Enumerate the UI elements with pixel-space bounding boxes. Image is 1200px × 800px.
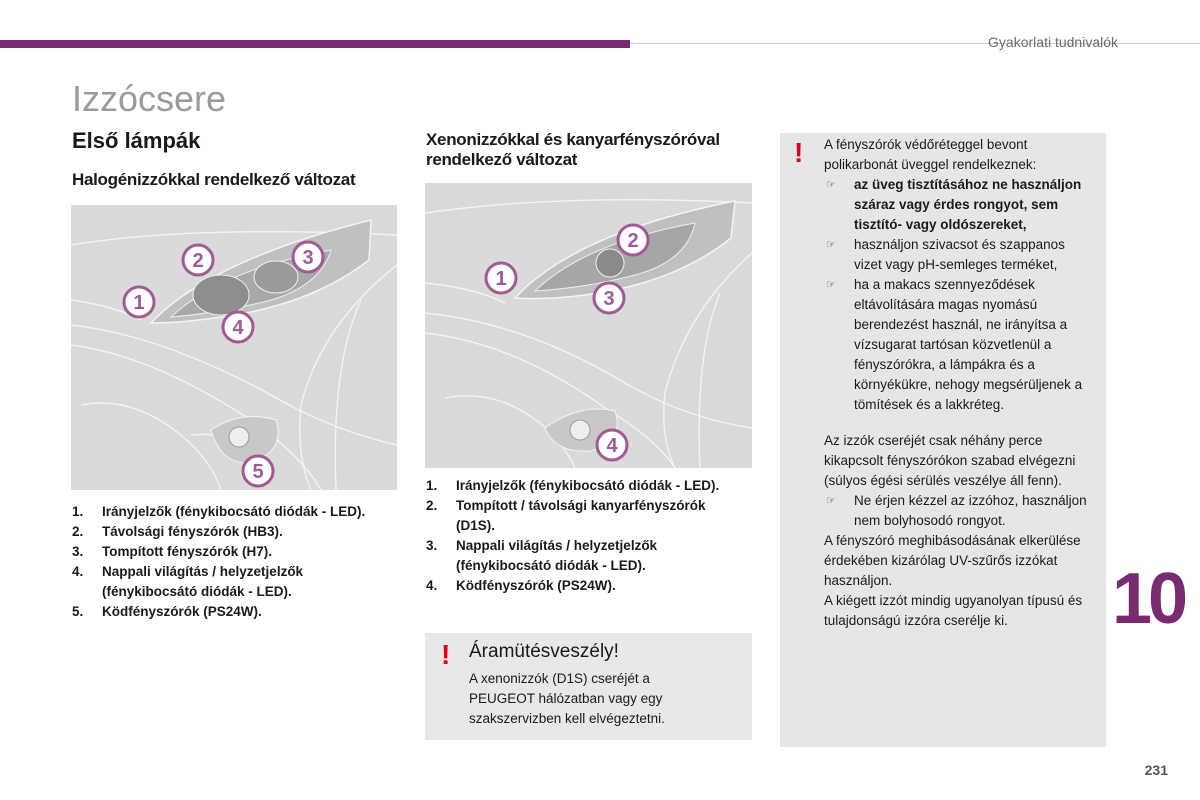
svg-text:1: 1 <box>133 292 145 314</box>
page-title: Izzócsere <box>72 78 227 119</box>
note-intro: A fényszórók védőréteggel bevont polikarbonát üveggel rendelkeznek: <box>824 137 1037 172</box>
section-title: Gyakorlati tudnivalók <box>988 34 1118 50</box>
page-number: 231 <box>1144 762 1168 778</box>
hand-pointer-icon: ☞ <box>826 239 836 251</box>
xenon-bulb-list <box>426 476 726 596</box>
note-paragraph: A fényszóró meghibásodásának elkerülése érdekében kizárólag UV-szűrős izzókat használjon. <box>824 533 1081 588</box>
hand-pointer-icon: ☞ <box>826 279 836 291</box>
note-bullet: ☞ Ne érjen kézzel az izzóhoz, használjon nem bolyhosodó rongyot. <box>824 491 1094 531</box>
svg-text:2: 2 <box>627 230 639 252</box>
note-paragraph: A kiégett izzót mindig ugyanolyan típusú és tulajdonságú izzóra cserélje ki. <box>824 593 1083 628</box>
xenon-headlamp-illustration <box>425 183 752 468</box>
list-item: 4. Ködfényszórók (PS24W). <box>426 578 616 593</box>
list-item: 3. Nappali világítás / helyzetjelzők (fénykibocsátó diódák - LED). <box>426 538 658 573</box>
svg-text:4: 4 <box>232 317 244 339</box>
halogen-headlamp-illustration <box>71 205 397 490</box>
warning-icon: ! <box>441 639 451 670</box>
note-bullet: ☞ ha a makacs szennyeződések eltávolítására magas nyomású berendezést használ, ne irányítsa a vízsugarat tartósan közvetlenül a fényszórókra, a lámpákra és a környékükre, nehogy megsérüljenek a tömítések és a lakkréteg. <box>824 275 1094 415</box>
xenon-heading: Xenonizzókkal és kanyarfényszóróval rendelkező változat <box>426 130 720 169</box>
shock-warning-box <box>425 633 752 740</box>
list-item: 4. Nappali világítás / helyzetjelzők (fénykibocsátó diódák - LED). <box>72 564 304 599</box>
list-item: 1. Irányjelzők (fénykibocsátó diódák - LED). <box>426 478 720 493</box>
note-bullet: ☞ használjon szivacsot és szappanos vizet vagy pH-semleges terméket, <box>824 235 1094 275</box>
svg-text:1: 1 <box>495 268 507 290</box>
svg-text:2: 2 <box>192 250 204 272</box>
list-item: 2. Tompított / távolsági kanyarfényszórók (D1S). <box>426 498 706 533</box>
list-item: 3. Tompított fényszórók (H7). <box>72 544 272 559</box>
list-item: 1. Irányjelzők (fénykibocsátó diódák - LED). <box>72 504 366 519</box>
headlamp-care-note <box>780 133 1106 747</box>
svg-text:3: 3 <box>302 247 314 269</box>
note-text <box>824 135 1094 631</box>
header-accent-bar <box>0 40 630 48</box>
svg-text:3: 3 <box>603 288 615 310</box>
svg-text:4: 4 <box>606 435 618 457</box>
warning-text: A xenonizzók (D1S) cseréjét a PEUGEOT hálózatban vagy egy szakszervizben kell elvégeztetni. <box>469 671 665 726</box>
warning-icon: ! <box>794 137 804 168</box>
hand-pointer-icon: ☞ <box>826 495 836 507</box>
note-bullet: ☞ az üveg tisztításához ne használjon száraz vagy érdes rongyot, sem tisztító- vagy oldószereket, <box>824 175 1094 235</box>
halogen-heading: Halogénizzókkal rendelkező változat <box>72 170 356 189</box>
section-heading: Első lámpák <box>72 128 201 153</box>
note-paragraph: Az izzók cseréjét csak néhány perce kikapcsolt fényszórókon szabad elvégezni (súlyos égési sérülés veszélye áll fenn). <box>824 433 1076 488</box>
halogen-bulb-list <box>72 502 372 622</box>
svg-text:5: 5 <box>252 461 264 483</box>
warning-title: Áramütésveszély! <box>469 641 619 662</box>
list-item: 5. Ködfényszórók (PS24W). <box>72 604 262 619</box>
chapter-number: 10 <box>1112 559 1185 639</box>
list-item: 2. Távolsági fényszórók (HB3). <box>72 524 283 539</box>
hand-pointer-icon: ☞ <box>826 179 836 191</box>
